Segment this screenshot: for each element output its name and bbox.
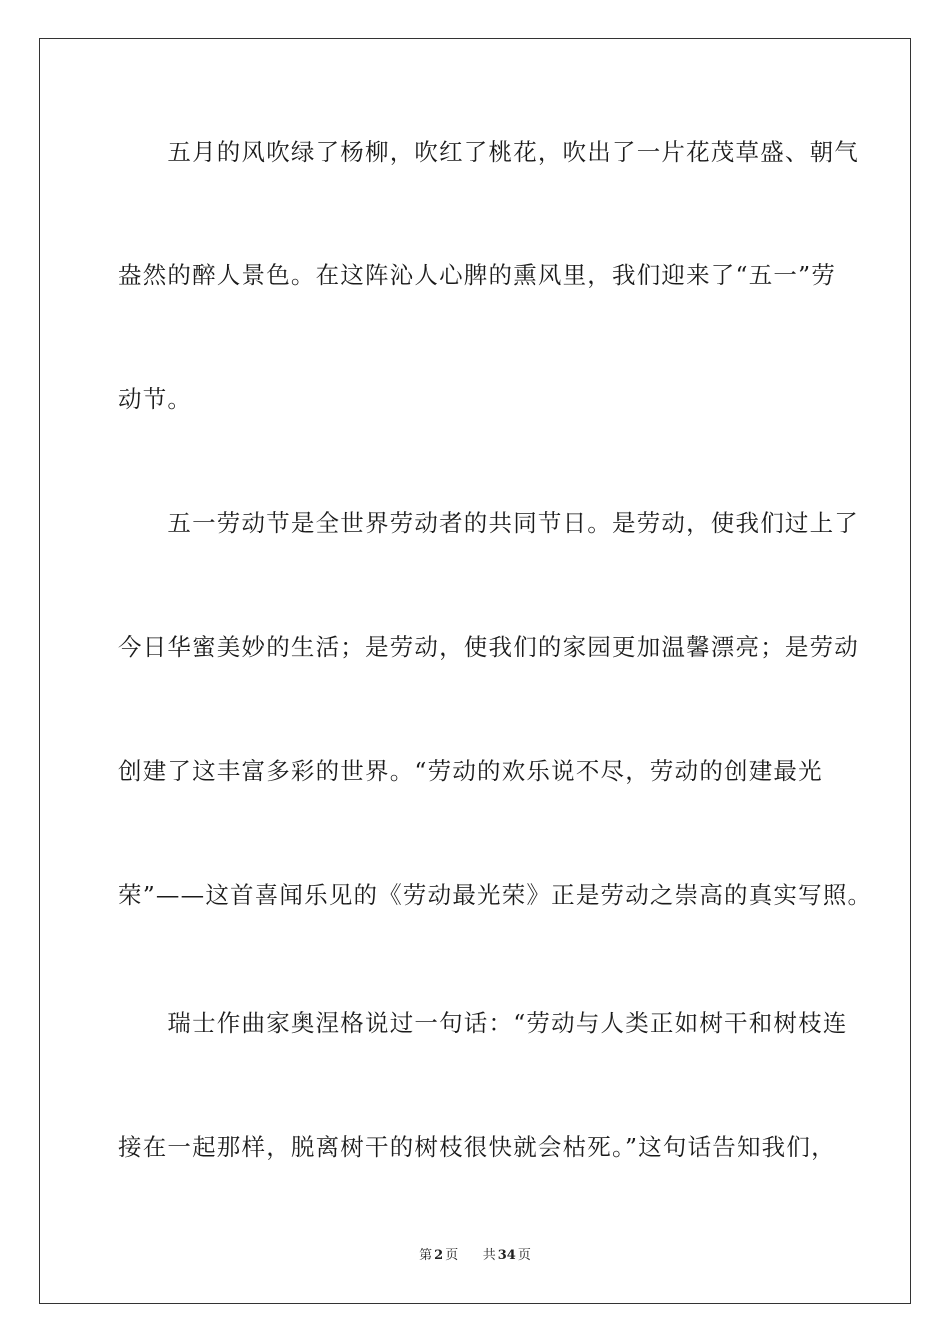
body-text-line: 接在一起那样，脱离树干的树枝很快就会枯死。”这句话告知我们， <box>118 1133 836 1161</box>
page-footer <box>0 1247 950 1265</box>
body-text-line: 盎然的醉人景色。在这阵沁人心脾的熏风里，我们迎来了“五一”劳 <box>118 261 837 289</box>
page-number: 2 <box>434 1248 444 1263</box>
body-text-line: 荣”——这首喜闻乐见的《劳动最光荣》正是劳动之崇高的真实写照。 <box>118 881 873 909</box>
body-text-line: 五月的风吹绿了杨柳，吹红了桃花，吹出了一片花茂草盛、朝气 <box>118 138 859 166</box>
body-text-line: 五一劳动节是全世界劳动者的共同节日。是劳动，使我们过上了 <box>118 509 859 537</box>
total-pages-indicator <box>481 1248 533 1263</box>
page-suffix: 页 <box>445 1248 459 1263</box>
total-prefix: 共 <box>482 1248 496 1263</box>
total-pages: 34 <box>497 1248 516 1263</box>
total-suffix: 页 <box>517 1248 531 1263</box>
page-indicator <box>417 1248 460 1263</box>
body-text-line: 今日华蜜美妙的生活；是劳动，使我们的家园更加温馨漂亮；是劳动 <box>118 633 859 661</box>
body-text-line: 动节。 <box>118 385 193 413</box>
page-border <box>39 38 911 1304</box>
body-text-line: 创建了这丰富多彩的世界。“劳动的欢乐说不尽，劳动的创建最光 <box>118 757 823 785</box>
page-prefix: 第 <box>419 1248 433 1263</box>
body-text-line: 瑞士作曲家奥涅格说过一句话：“劳动与人类正如树干和树枝连 <box>118 1009 848 1037</box>
